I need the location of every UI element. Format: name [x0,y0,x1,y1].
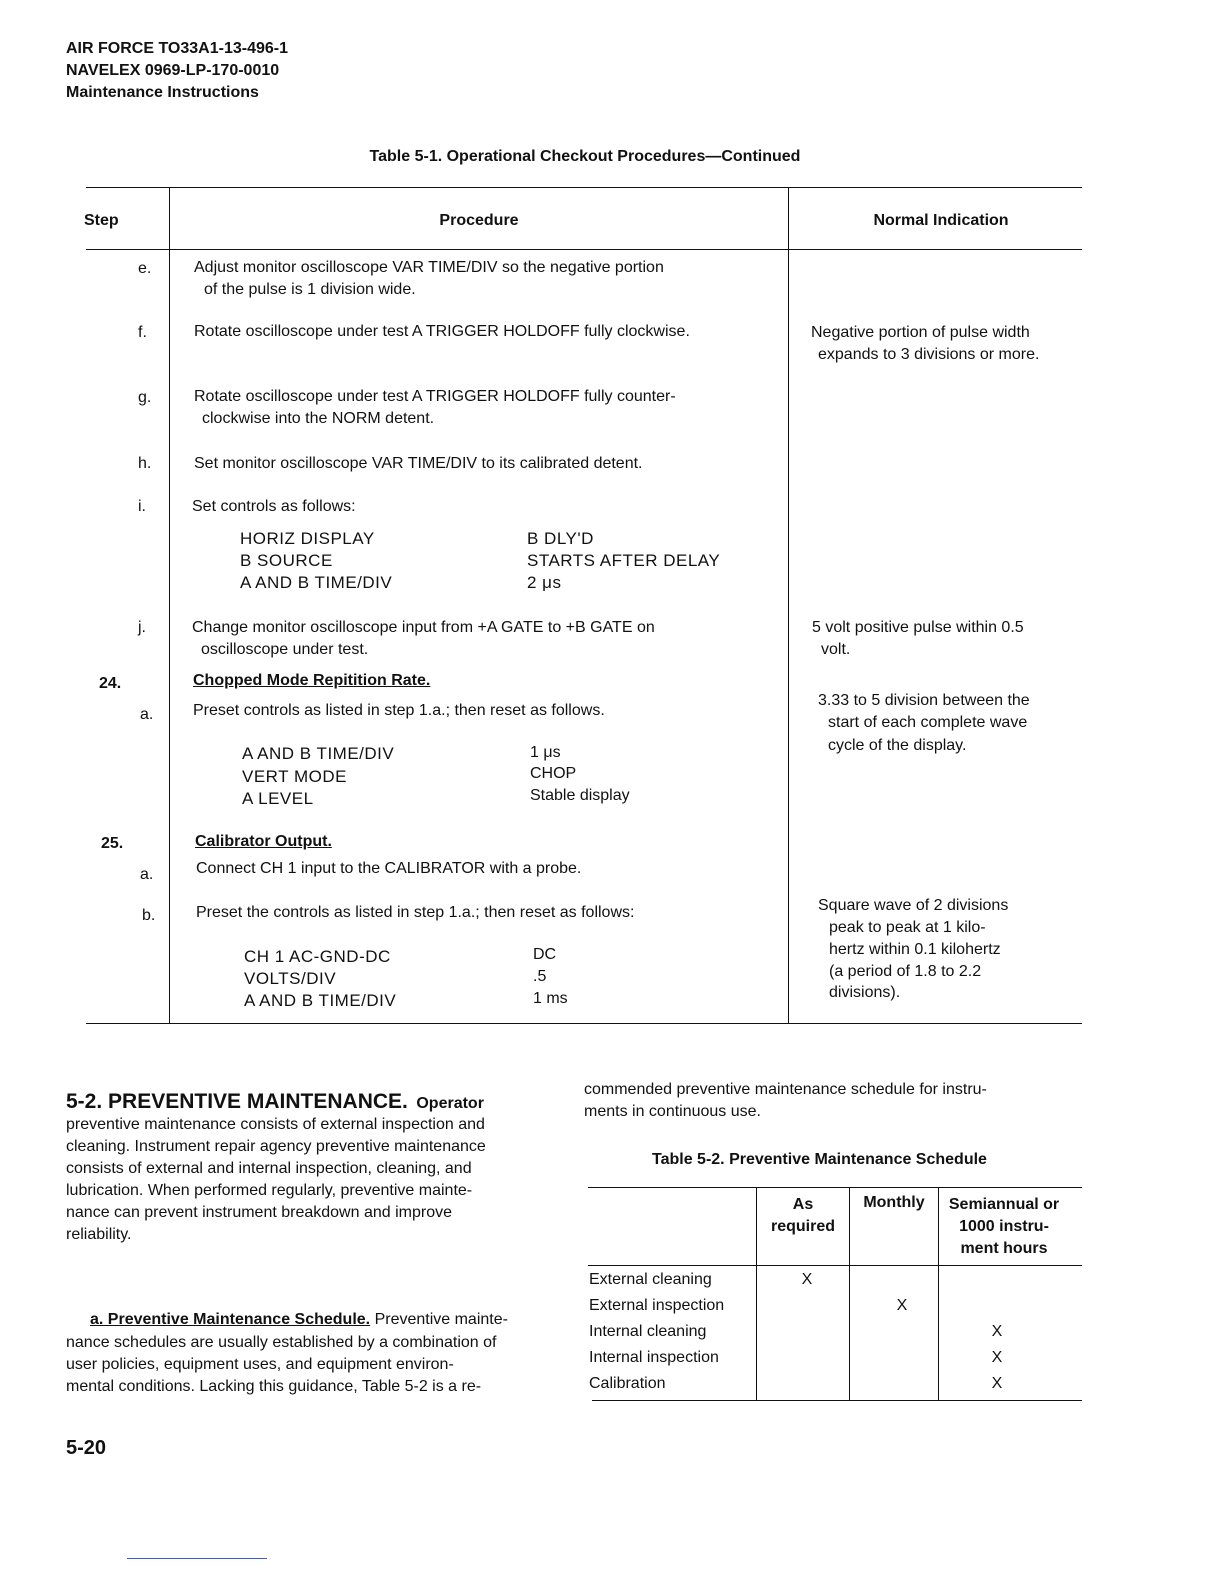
procedure-text: Rotate oscilloscope under test A TRIGGER HOLDOFF fully counter- [194,388,676,405]
column-header-semiannual [939,1194,1069,1260]
table-top-rule [588,1187,1082,1188]
procedure-text: Connect CH 1 input to the CALIBRATOR with a probe. [196,860,582,877]
step-label: e. [138,260,152,277]
procedure-text: Preset the controls as listed in step 1.a.; then reset as follows: [196,904,635,921]
indication-text: hertz within 0.1 kilohertz [829,941,1001,958]
header-line: 1000 instru- [959,1218,1049,1235]
procedure-text: of the pulse is 1 division wide. [204,281,416,298]
table-row [589,1297,724,1315]
setting-name: A AND B TIME/DIV [242,744,395,763]
procedure-text: Adjust monitor oscilloscope VAR TIME/DIV so the negative portion [194,259,664,276]
footer-rule [127,1558,267,1559]
header-line: As [792,1196,814,1213]
setting-value: .5 [533,968,547,985]
setting-name: A LEVEL [242,789,314,808]
paragraph-line: reliability. [66,1226,132,1243]
indication-text: cycle of the display. [828,737,967,754]
indication-text: divisions). [829,984,901,1001]
column-header-monthly: Monthly [863,1194,925,1211]
table-top-rule [86,187,1082,188]
paragraph-line: nance can prevent instrument breakdown and improve [66,1204,452,1221]
indication-text: volt. [821,641,851,658]
table-5-1-title: Table 5-1. Operational Checkout Procedures—Continued [369,148,801,165]
table-bottom-rule [592,1400,1082,1401]
column-header-indication: Normal Indication [873,212,1009,229]
task-label: External cleaning [589,1271,712,1288]
mark-semiannual: X [991,1375,1003,1392]
indication-text: 3.33 to 5 division between the [818,692,1030,709]
right-column-paragraph [584,1079,987,1123]
table-row [589,1271,712,1289]
paragraph-line: commended preventive maintenance schedule for instru- [584,1081,987,1098]
step-label: g. [138,389,152,406]
setting-name: A AND B TIME/DIV [244,991,397,1010]
procedure-text: Preset controls as listed in step 1.a.; then reset as follows. [193,702,605,719]
paragraph-line: cleaning. Instrument repair agency preventive maintenance [66,1138,486,1155]
paragraph-line: nance schedules are usually established by a combination of [66,1334,497,1351]
step-label: b. [142,907,156,924]
step-heading: Chopped Mode Repitition Rate. [193,672,431,689]
table-bottom-rule [86,1023,1082,1024]
mark-semiannual: X [991,1323,1003,1340]
table-5-2-title: Table 5-2. Preventive Maintenance Schedule [652,1151,987,1168]
table-row [589,1375,665,1393]
paragraph-line: consists of external and internal inspection, cleaning, and [66,1160,472,1177]
table-header-rule [86,249,1082,250]
column-header-as-required [757,1194,849,1238]
task-label: Internal cleaning [589,1323,707,1340]
step-label: a. [140,706,154,723]
step-number: 25. [101,835,124,852]
section-lead: Operator [416,1095,484,1112]
column-divider [169,187,170,1024]
procedure-text: Set controls as follows: [192,498,356,515]
paragraph-line: lubrication. When performed regularly, preventive mainte- [66,1182,473,1199]
step-label: f. [138,324,147,341]
table-row [589,1349,719,1367]
setting-name: HORIZ DISPLAY [240,529,375,548]
setting-value: CHOP [530,765,577,782]
procedure-text: oscilloscope under test. [201,641,369,658]
setting-value: DC [533,946,557,963]
indication-text: peak to peak at 1 kilo- [829,919,986,936]
step-number: 24. [99,675,122,692]
setting-value: B DLY'D [527,529,594,548]
column-header-procedure: Procedure [439,212,519,229]
subsection-paragraph [66,1332,497,1398]
section-paragraph [66,1114,486,1246]
procedure-text: clockwise into the NORM detent. [202,410,435,427]
page-number: 5-20 [66,1437,107,1459]
column-divider [849,1187,850,1400]
indication-text: 5 volt positive pulse within 0.5 [812,619,1024,636]
header-line: required [770,1218,835,1235]
setting-value: STARTS AFTER DELAY [527,551,721,570]
task-label: Internal inspection [589,1349,719,1366]
setting-name: VERT MODE [242,767,347,786]
document-type: Maintenance Instructions [66,84,259,101]
paragraph-line: preventive maintenance consists of external inspection and [66,1116,485,1133]
paragraph-line: ments in continuous use. [584,1103,761,1120]
column-divider [788,187,789,1024]
subsection-heading: a. Preventive Maintenance Schedule. [90,1311,371,1328]
step-heading: Calibrator Output. [195,833,332,850]
subsection-text: Preventive mainte- [374,1311,508,1328]
mark-as-required: X [801,1271,813,1288]
mark-semiannual: X [991,1349,1003,1366]
setting-name: CH 1 AC-GND-DC [244,947,391,966]
table-row [589,1323,706,1341]
section-heading: 5-2. PREVENTIVE MAINTENANCE. [66,1090,408,1113]
document-number-air-force: AIR FORCE TO33A1-13-496-1 [66,40,288,57]
paragraph-line: user policies, equipment uses, and equipment environ- [66,1356,454,1373]
setting-name: A AND B TIME/DIV [240,573,393,592]
step-label: a. [140,866,154,883]
indication-text: start of each complete wave [828,714,1028,731]
indication-text: (a period of 1.8 to 2.2 [829,963,982,980]
subsection-first-line [90,1311,508,1329]
task-label: External inspection [589,1297,725,1314]
procedure-text: Set monitor oscilloscope VAR TIME/DIV to its calibrated detent. [194,455,643,472]
column-header-step: Step [84,212,119,229]
step-label: h. [138,455,152,472]
mark-monthly: X [896,1297,908,1314]
header-line: ment hours [960,1240,1048,1257]
paragraph-line: mental conditions. Lacking this guidance, Table 5-2 is a re- [66,1378,482,1395]
procedure-text: Rotate oscilloscope under test A TRIGGER HOLDOFF fully clockwise. [194,323,690,340]
indication-text: Negative portion of pulse width [811,324,1030,341]
indication-text: expands to 3 divisions or more. [818,346,1040,363]
setting-value: 1 ms [533,990,568,1007]
header-line: Semiannual or [948,1196,1060,1213]
document-number-navelex: NAVELEX 0969-LP-170-0010 [66,62,280,79]
step-label: i. [138,498,146,515]
setting-value: Stable display [530,787,630,804]
indication-text: Square wave of 2 divisions [818,897,1009,914]
setting-value: 1 μs [530,744,561,761]
section-heading-line [66,1090,484,1114]
task-label: Calibration [589,1375,666,1392]
setting-name: B SOURCE [240,551,333,570]
procedure-text: Change monitor oscilloscope input from +A GATE to +B GATE on [192,619,655,636]
table-header-rule [588,1265,1082,1266]
setting-value: 2 μs [527,573,562,592]
step-label: j. [138,619,146,636]
setting-name: VOLTS/DIV [244,969,337,988]
